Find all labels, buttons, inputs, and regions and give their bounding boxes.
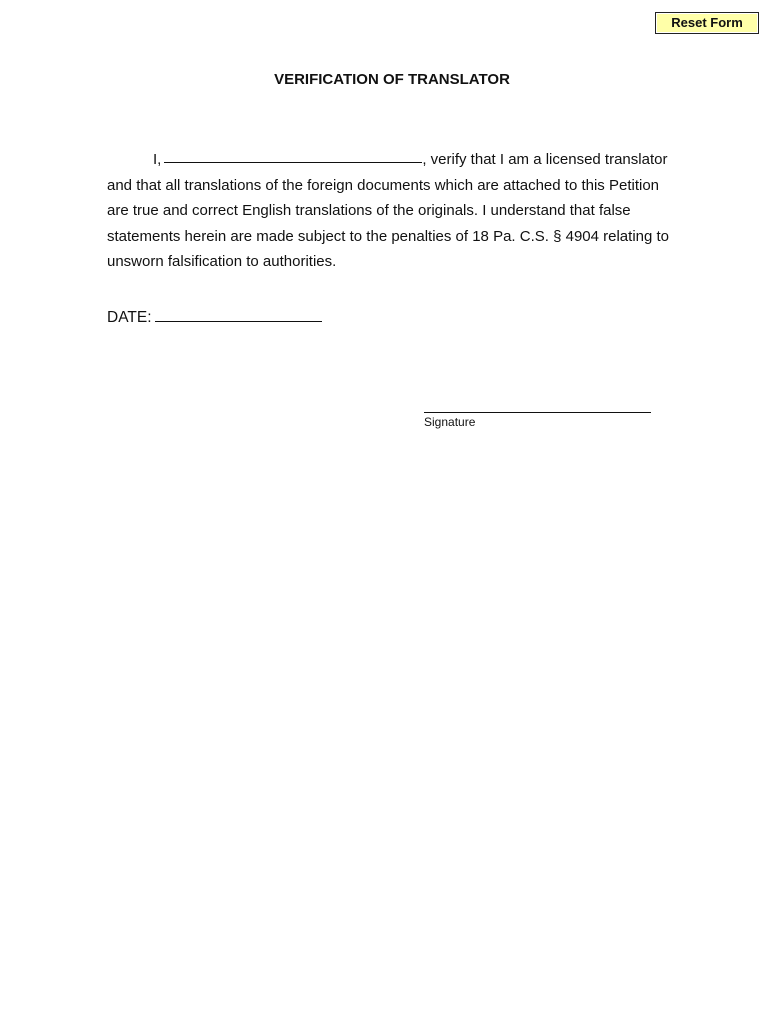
paragraph-line-2: and that all translations of the foreign documents which are attached to this Petition [107,176,659,194]
date-field[interactable] [155,305,322,322]
date-row [107,305,322,327]
paragraph-line-1 [107,147,697,173]
paragraph-line-5: unsworn falsification to authorities. [107,253,337,270]
document-title: VERIFICATION OF TRANSLATOR [274,71,510,88]
signature-line[interactable] [424,412,651,413]
reset-form-button[interactable]: Reset Form [655,12,759,34]
translator-name-field[interactable] [164,148,422,163]
translator-prefix: I, [153,151,162,168]
paragraph-line-3: are true and correct English translations of the originals. I understand that false [107,202,631,219]
paragraph-line-4: statements herein are made subject to the penalties of 18 Pa. C.S. § 4904 relating to [107,227,670,245]
date-label: DATE: [107,309,152,326]
signature-label: Signature [424,415,476,429]
translator-suffix: , verify that I am a licensed translator [422,151,668,168]
verification-paragraph [107,147,697,275]
